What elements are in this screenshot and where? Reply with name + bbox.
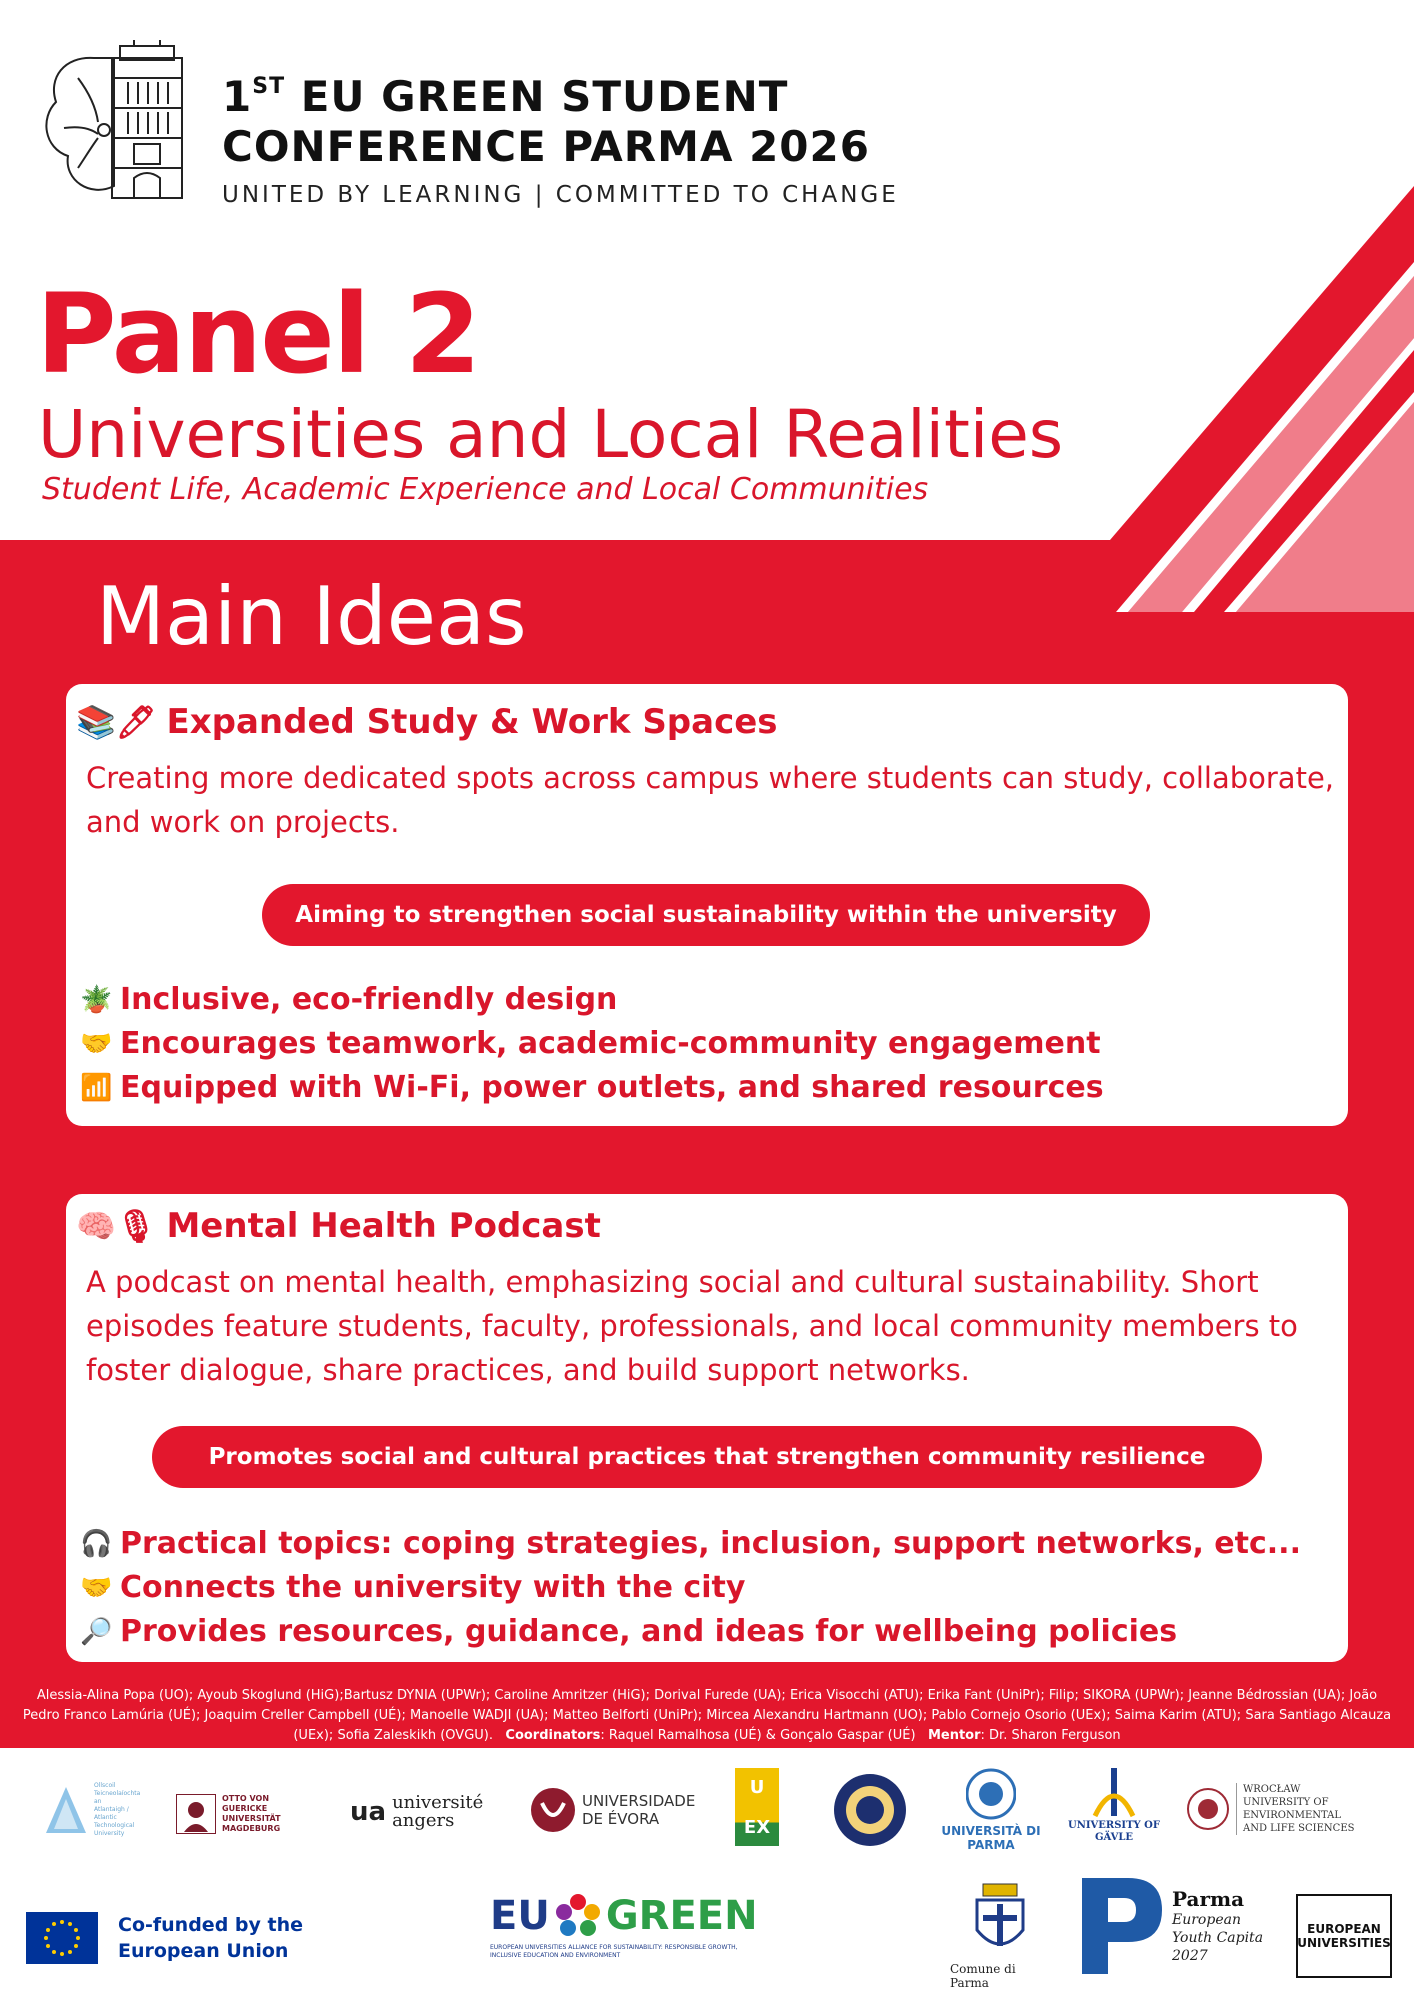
wroclaw-name: WROCŁAW UNIVERSITY OF ENVIRONMENTAL AND LIFE SCIENCES (1236, 1783, 1366, 1835)
gavle-logo (1064, 1766, 1164, 1856)
gavle-mark-icon (1091, 1766, 1137, 1818)
list-item (80, 1610, 1338, 1654)
authors-list: Alessia-Alina Popa (UO); Ayoub Skoglund (HiG);Bartusz DYNIA (UPWr); Caroline Amritzer (HiG); Dorival Furede (UA); Erica Visocchi (ATU); Erika Fant (UniPr); Filip; SIKORA (UPWr); Jeanne Bédrossian (UA); João Pedro Franco Lamúria (UÉ); Joaquim Creller Campbell (UÉ); Manoelle WADJI (UA); Matteo Belforti (UniPr); Mircea Alexandru Hartmann (UO); Pablo Cornejo Osorio (UEx); Saima Karim (ATU); Sara Santiago Alcauza (UEx); Sofia Zaleskikh (OVGU). (22, 1688, 1392, 1743)
bullet-list (80, 978, 1338, 1110)
mentor-label: Mentor (927, 1728, 981, 1743)
eu-cofunded-text: Co-funded by the European Union (118, 1914, 303, 1962)
panel-title: Panel 2 (36, 270, 480, 398)
parma-p-icon (1082, 1878, 1162, 1974)
comune-parma-name: Comune di Parma (950, 1962, 1016, 1990)
wroclaw-seal-icon (1186, 1787, 1230, 1831)
handshake-icon: 🤝 (80, 1573, 113, 1603)
eu-green-flower-icon (554, 1892, 602, 1940)
angers-mark: ua (350, 1797, 387, 1827)
list-item (80, 1522, 1338, 1566)
evora-mark-icon (530, 1787, 576, 1833)
wroclaw-logo (1186, 1784, 1366, 1834)
card-description: Creating more dedicated spots across campus where students can study, collaborate, and work on projects. (86, 761, 1334, 839)
european-universities-logo (1296, 1894, 1392, 1978)
atu-name: Ollscoil Teicneolaíochta an Atlantaigh / Atlantic Technological University (94, 1782, 141, 1837)
panel-tagline: Student Life, Academic Experience and Local Communities (42, 472, 929, 507)
parma-youth-text (1172, 1887, 1282, 1965)
parma-university-seal-icon (966, 1766, 1016, 1822)
parma-title: Parma (1172, 1887, 1245, 1911)
parma-coat-of-arms-icon (969, 1882, 1031, 1958)
oradea-logo (832, 1772, 908, 1848)
guericke-portrait-icon (176, 1794, 216, 1834)
bullet-text: Inclusive, eco-friendly design (120, 982, 618, 1017)
eu-green-green: GREEN (605, 1893, 758, 1939)
bullet-list (80, 1522, 1338, 1654)
evora-logo (530, 1782, 702, 1838)
brain-microphone-icon: 🧠🎙 (76, 1207, 157, 1245)
card-heading-text: Mental Health Podcast (166, 1206, 601, 1246)
coordinators-names: : Raquel Ramalhosa (UÉ) & Gonçalo Gaspar (UÉ) (600, 1728, 916, 1743)
uex-mark: U EX (735, 1768, 779, 1846)
eu-green-eu: EU (490, 1893, 550, 1939)
parma-youth-capital-logo (1082, 1878, 1282, 1974)
conference-logo (34, 38, 194, 206)
plant-icon: 🪴 (80, 985, 113, 1015)
books-pen-icon: 📚🖊 (76, 703, 157, 741)
eu-green-logo (490, 1892, 770, 1992)
angers-logo (350, 1790, 502, 1834)
headphones-icon: 🎧 (80, 1529, 113, 1559)
idea-card-mental-health-podcast (66, 1194, 1348, 1662)
conference-title (222, 62, 870, 172)
mentor-name: : Dr. Sharon Ferguson (980, 1728, 1121, 1743)
card-heading-text: Expanded Study & Work Spaces (166, 702, 778, 742)
list-item (80, 1066, 1338, 1110)
footer-logos (0, 1748, 1414, 2000)
evora-name: UNIVERSIDADE DE ÉVORA (582, 1792, 696, 1828)
panel-subtitle: Universities and Local Realities (38, 396, 1064, 473)
handshake-icon: 🤝 (80, 1029, 113, 1059)
magdeburg-name: OTTO VON GUERICKE UNIVERSITÄT MAGDEBURG (222, 1794, 281, 1833)
coordinators-label: Coordinators (505, 1728, 601, 1743)
signal-icon: 📶 (80, 1073, 113, 1103)
angers-name: université angers (392, 1792, 484, 1831)
bullet-text: Provides resources, guidance, and ideas for wellbeing policies (120, 1614, 1178, 1649)
eu-cofunded-logo (26, 1908, 328, 1968)
list-item (80, 1022, 1338, 1066)
title-ordinal: 1 (222, 72, 253, 121)
atu-logo (44, 1782, 141, 1838)
bullet-text: Connects the university with the city (120, 1570, 746, 1605)
oradea-seal-icon (832, 1772, 908, 1848)
eu-green-wordmark (490, 1892, 758, 1940)
main-ideas-heading: Main Ideas (96, 570, 527, 663)
atu-mark-icon (44, 1785, 88, 1835)
eu-flag-icon (26, 1912, 98, 1964)
title-line2: CONFERENCE PARMA 2026 (222, 122, 870, 171)
comune-parma-logo (950, 1882, 1050, 1992)
credits (20, 1686, 1394, 1746)
highlight-pill: Aiming to strengthen social sustainability within the university (262, 884, 1150, 946)
bullet-text: Equipped with Wi-Fi, power outlets, and shared resources (120, 1070, 1104, 1105)
card-heading (76, 1206, 601, 1246)
parma-subtitle: European Youth Capita 2027 (1172, 1912, 1264, 1964)
title-line1: EU GREEN STUDENT (300, 72, 789, 121)
title-ordinal-suffix: ST (252, 74, 286, 99)
card-heading (76, 702, 778, 742)
parma-university-name: UNIVERSITÀ DI PARMA (941, 1824, 1041, 1852)
uex-logo (732, 1768, 782, 1848)
magnifier-icon: 🔎 (80, 1617, 113, 1647)
list-item (80, 978, 1338, 1022)
conference-tagline: UNITED BY LEARNING | COMMITTED TO CHANGE (222, 182, 899, 208)
eu-green-tagline: EUROPEAN UNIVERSITIES ALLIANCE FOR SUSTAINABILITY: RESPONSIBLE GROWTH, INCLUSIVE EDUCATION AND ENVIRONMENT (490, 1944, 738, 1959)
european-universities-text: EUROPEAN UNIVERSITIES (1297, 1922, 1391, 1950)
highlight-pill: Promotes social and cultural practices that strengthen community resilience (152, 1426, 1262, 1488)
bullet-text: Encourages teamwork, academic-community engagement (120, 1026, 1101, 1061)
idea-card-study-spaces (66, 684, 1348, 1126)
card-description: A podcast on mental health, emphasizing social and cultural sustainability. Short episodes feature students, faculty, professionals, and local community members to foster dialogue, share practices, and build support networks. (86, 1265, 1298, 1387)
parma-university-logo (936, 1766, 1046, 1856)
gavle-name: UNIVERSITY OF GÄVLE (1067, 1820, 1160, 1843)
magdeburg-logo (176, 1792, 300, 1836)
bullet-text: Practical topics: coping strategies, inclusion, support networks, etc... (120, 1526, 1301, 1561)
list-item (80, 1566, 1338, 1610)
